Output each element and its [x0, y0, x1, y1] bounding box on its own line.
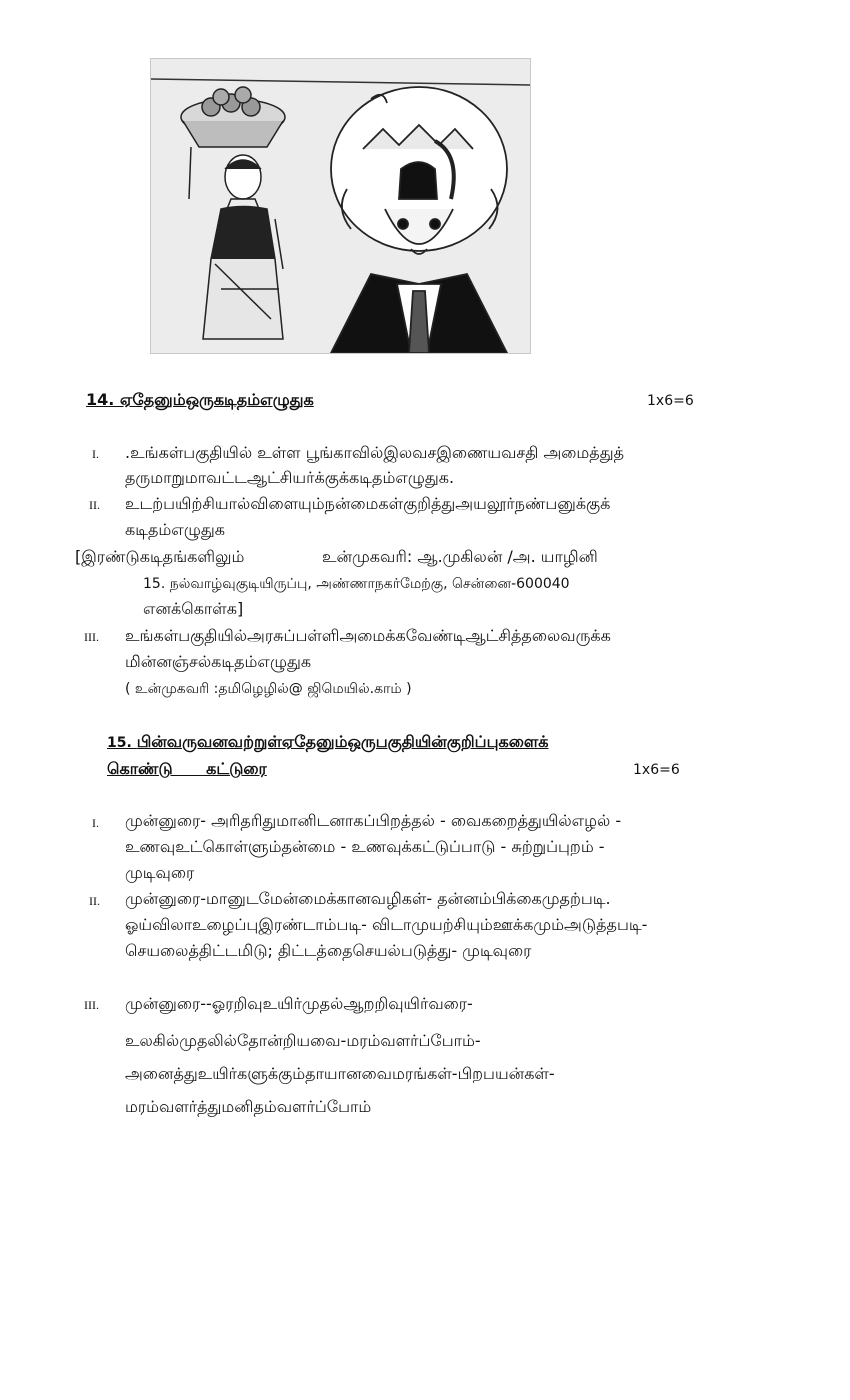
cartoon-drawing	[151, 59, 530, 353]
q14-item2-line2: கடிதம்எழுதுக	[125, 520, 225, 539]
q15-item1-number: I.	[92, 816, 99, 830]
q14-heading: 14. ஏதேனும்ஒருகடிதம்எழுதுக	[86, 390, 314, 409]
q15-heading-line2: கொண்டு கட்டுரை	[107, 759, 267, 778]
q15-heading-number: 15.	[107, 735, 137, 751]
q14-item1-number: I.	[92, 447, 99, 461]
q15-item2-line2: ஓய்விலாஉழைப்புஇரண்டாம்படி- விடாமுயற்சியும்ஊக்கமும்அடுத்தபடி-	[125, 915, 648, 934]
q14-item2-number: II.	[89, 498, 100, 512]
q14-item1-line1: .உங்கள்பகுதியில் உள்ள பூங்காவில்இலவசஇணையவசதி அமைத்துத்	[125, 443, 624, 462]
q15-item1-line2: உணவுஉட்கொள்ளும்தன்மை - உணவுக்கட்டுப்பாடு - சுற்றுப்புறம் -	[125, 837, 605, 856]
q15-item1-line1: முன்னுரை- அரிதரிதுமானிடனாகப்பிறத்தல் - வைகறைத்துயில்எழல் -	[125, 811, 622, 830]
q15-item3-number: III.	[84, 998, 99, 1012]
q15-marks: 1x6=6	[633, 762, 680, 778]
man-caricature	[331, 87, 507, 353]
q14-item3-email: ( உன்முகவரி :தமிழெழில்@ ஜிமெயில்.காம் )	[125, 681, 412, 697]
q15-heading-line1	[107, 731, 549, 754]
q15-item1-line3: முடிவுரை	[125, 863, 195, 882]
q14-item3-number: III.	[84, 630, 99, 644]
q14-marks: 1x6=6	[647, 393, 694, 409]
q15-heading-text: பின்வருவனவற்றுள்ஏதேனும்ஒருபகுதியின்குறிப்புகளைக்	[136, 732, 549, 751]
q15-item3-line3: அனைத்துஉயிர்களுக்கும்தாயானவைமரங்கள்-பிறபயன்கள்-	[125, 1064, 555, 1083]
cartoon-illustration	[150, 58, 531, 354]
q15-item2-number: II.	[89, 894, 100, 908]
q15-item2-line1: முன்னுரை-மானுடமேன்மைக்கானவழிகள்- தன்னம்பிக்கைமுதற்படி.	[125, 889, 611, 908]
q14-item3-line2: மின்னஞ்சல்கடிதம்எழுதுக	[125, 652, 312, 671]
address-note-name: உன்முகவரி: ஆ.முகிலன் /அ. யாழினி	[322, 547, 598, 566]
q15-item3-line2: உலகில்முதலில்தோன்றியவை-மரம்வளர்ப்போம்-	[125, 1031, 481, 1050]
q15-item2-line3: செயலைத்திட்டமிடு; திட்டத்தைசெயல்படுத்து- முடிவுரை	[125, 941, 532, 960]
q14-item2-line1: உடற்பயிற்சியால்விளையும்நன்மைகள்குறித்துஅயலூர்நண்பனுக்குக்	[125, 494, 611, 513]
address-note-intro: [இரண்டுகடிதங்களிலும்	[75, 547, 245, 566]
address-note-street: 15. நல்வாழ்வுகுடியிருப்பு, அண்ணாநகர்மேற்கு, சென்னை-600040	[143, 576, 570, 592]
q15-item3-line1: முன்னுரை--ஓரறிவுஉயிர்முதல்ஆறறிவுயிர்வரை-	[125, 994, 473, 1013]
q14-item3-line1: உங்கள்பகுதியில்அரசுப்பள்ளிஅமைக்கவேண்டிஆட்சித்தலைவருக்க	[125, 626, 611, 645]
q14-item1-line2: தருமாறுமாவட்டஆட்சியர்க்குக்கடிதம்எழுதுக.	[125, 468, 455, 487]
woman-figure	[181, 87, 285, 339]
address-note-close: எனக்கொள்க]	[143, 599, 244, 618]
q15-item3-line4: மரம்வளர்த்துமனிதம்வளர்ப்போம்	[125, 1097, 372, 1116]
